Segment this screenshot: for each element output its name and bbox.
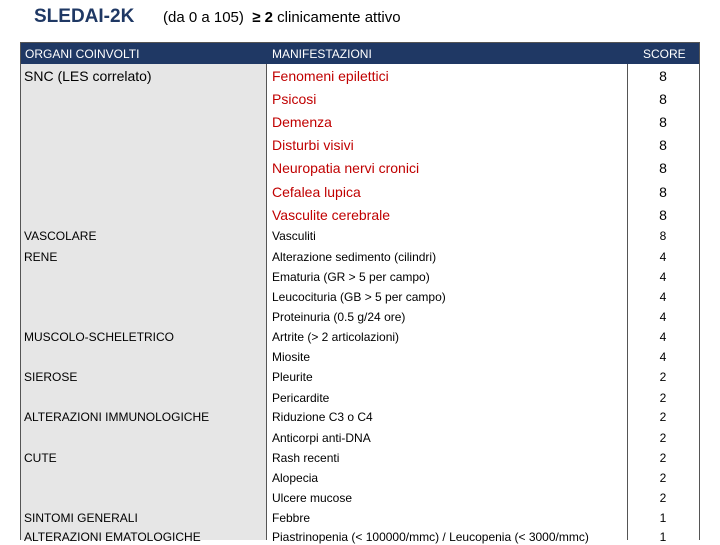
score-value: 8 [659, 68, 667, 84]
manifestation-row: Disturbi visivi [272, 137, 354, 153]
organ-label-kidney: RENE [24, 250, 58, 264]
manifestation-row: Piastrinopenia (< 100000/mmc) / Leucopenia (< 3000/mmc) [272, 530, 589, 544]
manifestation-row: Riduzione C3 o C4 [272, 410, 373, 424]
score-value: 8 [659, 114, 667, 130]
manifestation-row: Neuropatia nervi cronici [272, 160, 420, 176]
manifestation-row: Leucocituria (GB > 5 per campo) [272, 290, 446, 304]
manifestation-row: Psicosi [272, 91, 317, 107]
manifestation-row: Pericardite [272, 391, 330, 405]
organ-label-immunologic: ALTERAZIONI IMMUNOLOGICHE [24, 410, 210, 424]
manifestation-row: Febbre [272, 511, 311, 525]
score-value: 2 [659, 451, 667, 465]
manifestation-row: Ematuria (GR > 5 per campo) [272, 270, 430, 284]
header-manifestations: MANIFESTAZIONI [272, 47, 372, 61]
sledai-table [20, 42, 700, 544]
score-value: 2 [659, 471, 667, 485]
organ-label-hematologic: ALTERAZIONI EMATOLOGICHE [24, 530, 201, 544]
subtitle-threshold: ≥ 2 [252, 9, 273, 26]
manifestation-row: Proteinuria (0.5 g/24 ore) [272, 310, 406, 324]
score-value: 2 [659, 491, 667, 505]
manifestation-row: Vasculiti [272, 229, 316, 243]
manifestation-row: Artrite (> 2 articolazioni) [272, 330, 400, 344]
organ-label-cns: SNC (LES correlato) [24, 68, 152, 84]
organ-label-serosa: SIEROSE [24, 370, 78, 384]
score-value: 8 [659, 184, 667, 200]
manifestation-row: Alterazione sedimento (cilindri) [272, 250, 437, 264]
score-value: 2 [659, 431, 667, 445]
organ-label-musculoskeletal: MUSCOLO-SCHELETRICO [24, 330, 175, 344]
manifestation-row: Alopecia [272, 471, 319, 485]
organ-label-vascular: VASCOLARE [24, 229, 97, 243]
manifestation-row: Miosite [272, 350, 311, 364]
score-value: 8 [659, 229, 667, 243]
score-value: 1 [659, 530, 667, 544]
manifestation-row: Vasculite cerebrale [272, 207, 391, 223]
subtitle-activity: clinicamente attivo [277, 9, 401, 26]
organ-label-skin: CUTE [24, 451, 57, 465]
manifestation-row: Fenomeni epilettici [272, 68, 389, 84]
manifestation-row: Rash recenti [272, 451, 340, 465]
manifestation-row: Ulcere mucose [272, 491, 353, 505]
table-header [21, 43, 699, 64]
header-score: SCORE [643, 47, 686, 61]
score-value: 4 [659, 330, 667, 344]
header-organs: ORGANI COINVOLTI [25, 47, 140, 61]
score-value: 2 [659, 370, 667, 384]
manifestation-row: Pleurite [272, 370, 313, 384]
score-value: 1 [659, 511, 667, 525]
score-value: 2 [659, 391, 667, 405]
organ-column [21, 43, 267, 540]
score-value: 8 [659, 207, 667, 223]
organ-label-general: SINTOMI GENERALI [24, 511, 138, 525]
manifestation-row: Anticorpi anti-DNA [272, 431, 371, 445]
page-title: SLEDAI-2K [34, 6, 135, 27]
manifestation-row: Cefalea lupica [272, 184, 361, 200]
score-value: 4 [659, 250, 667, 264]
manifestation-row: Demenza [272, 114, 332, 130]
score-value: 4 [659, 270, 667, 284]
score-value: 4 [659, 350, 667, 364]
score-value: 4 [659, 310, 667, 324]
score-value: 4 [659, 290, 667, 304]
subtitle-range: (da 0 a 105) [163, 9, 244, 26]
score-value: 8 [659, 160, 667, 176]
score-value: 2 [659, 410, 667, 424]
score-value: 8 [659, 137, 667, 153]
page-subtitle [163, 9, 401, 26]
score-value: 8 [659, 91, 667, 107]
